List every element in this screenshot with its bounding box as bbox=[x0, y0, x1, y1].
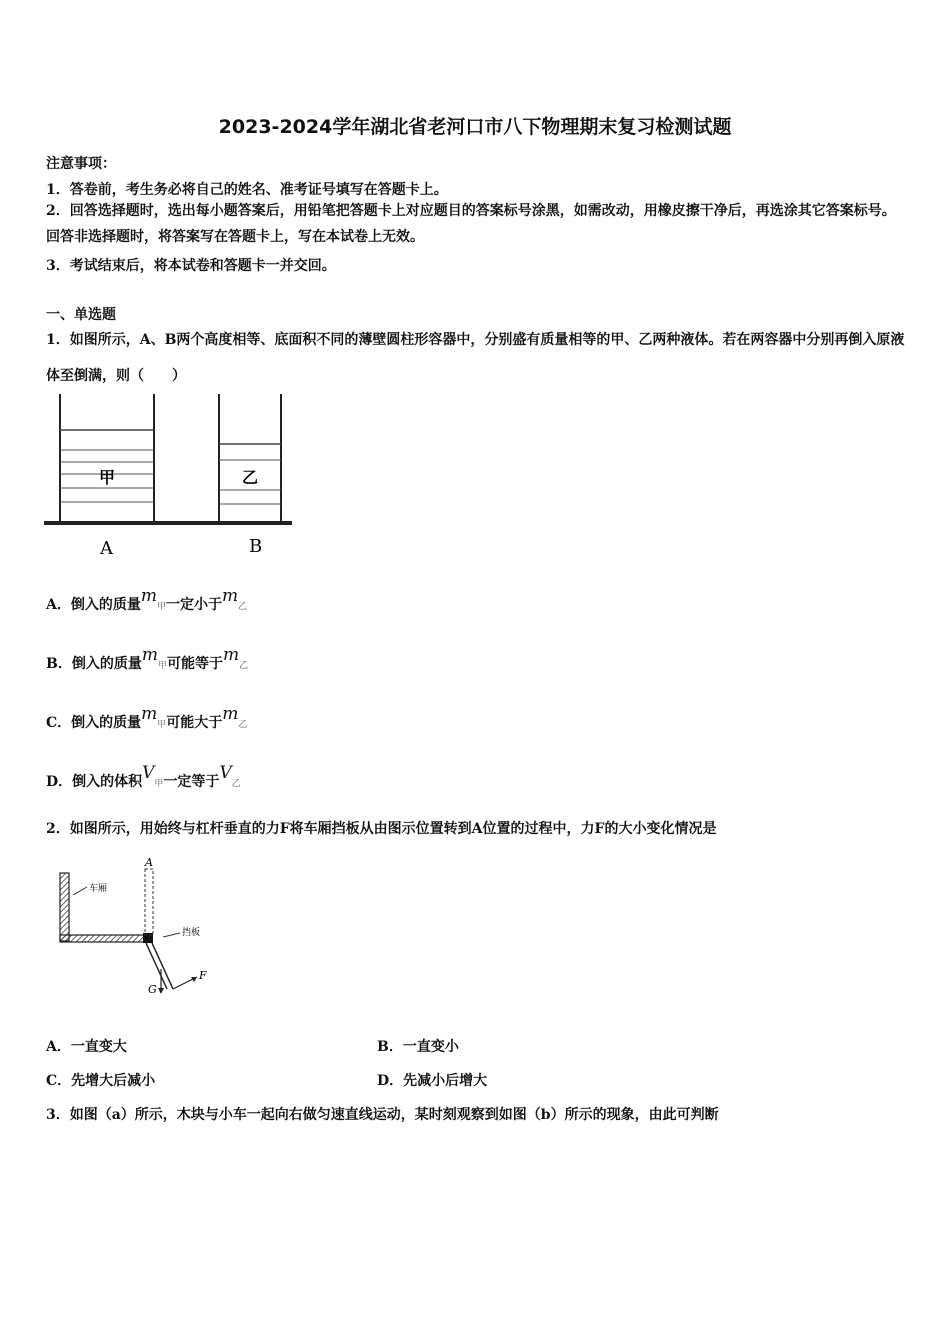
dashed-a-position bbox=[145, 869, 153, 935]
notice-item-1: 1．答卷前，考生务必将自己的姓名、准考证号填写在答题卡上。 bbox=[46, 182, 448, 198]
label-truck: 车厢 bbox=[89, 884, 108, 894]
q1-option-c[interactable]: C．倒入的质量m甲可能大于m乙 bbox=[46, 704, 248, 731]
liquid-b-label: 乙 bbox=[242, 468, 259, 487]
q1-option-a[interactable]: A．倒入的质量m甲一定小于m乙 bbox=[46, 586, 248, 613]
q3-stem: 3．如图（a）所示，木块与小车一起向右做匀速直线运动，某时刻观察到如图（b）所示的现象，由此可判断 bbox=[46, 1107, 719, 1123]
notice-heading: 注意事项： bbox=[46, 156, 116, 172]
label-f: F bbox=[199, 969, 207, 982]
q1-figure bbox=[44, 392, 294, 562]
q2-stem: 2．如图所示，用始终与杠杆垂直的力F将车厢挡板从由图示位置转到A位置的过程中，力F的大小变化情况是 bbox=[46, 821, 717, 837]
container-a bbox=[60, 394, 154, 522]
container-a-label: A bbox=[100, 538, 113, 559]
notice-item-2: 2．回答选择题时，选出每小题答案后，用铅笔把答题卡上对应题目的答案标号涂黑，如需改动，用橡皮擦干净后，再选涂其它答案标号。回答非选择题时，将答案写在答题卡上，写在本试卷上无效。 bbox=[46, 203, 896, 245]
container-b-label: B bbox=[249, 536, 263, 557]
q1-stem: 1．如图所示，A、B两个高度相等、底面积不同的薄壁圆柱形容器中，分别盛有质量相等的甲、乙两种液体。若在两容器中分别再倒入原液体至倒满，则（ ） bbox=[46, 332, 905, 384]
liquid-a-label: 甲 bbox=[99, 468, 116, 487]
notice-item-3: 3．考试结束后，将本试卷和答题卡一并交回。 bbox=[46, 258, 336, 274]
section-heading: 一、单选题 bbox=[46, 307, 116, 323]
container-b bbox=[219, 394, 281, 522]
q2-option-a[interactable]: A．一直变大 bbox=[46, 1039, 127, 1055]
q1-option-b[interactable]: B．倒入的质量m甲可能等于m乙 bbox=[46, 645, 249, 672]
q2-option-d[interactable]: D．先减小后增大 bbox=[377, 1073, 488, 1089]
q2-option-c[interactable]: C．先增大后减小 bbox=[46, 1073, 156, 1089]
label-a: A bbox=[145, 856, 153, 869]
page-title: 2023-2024学年湖北省老河口市八下物理期末复习检测试题 bbox=[218, 116, 732, 138]
label-board: 挡板 bbox=[182, 928, 201, 938]
label-g: G bbox=[148, 983, 157, 996]
q2-option-b[interactable]: B．一直变小 bbox=[377, 1039, 459, 1055]
q2-figure bbox=[55, 855, 225, 1005]
q1-option-d[interactable]: D．倒入的体积V甲一定等于V乙 bbox=[46, 763, 241, 790]
